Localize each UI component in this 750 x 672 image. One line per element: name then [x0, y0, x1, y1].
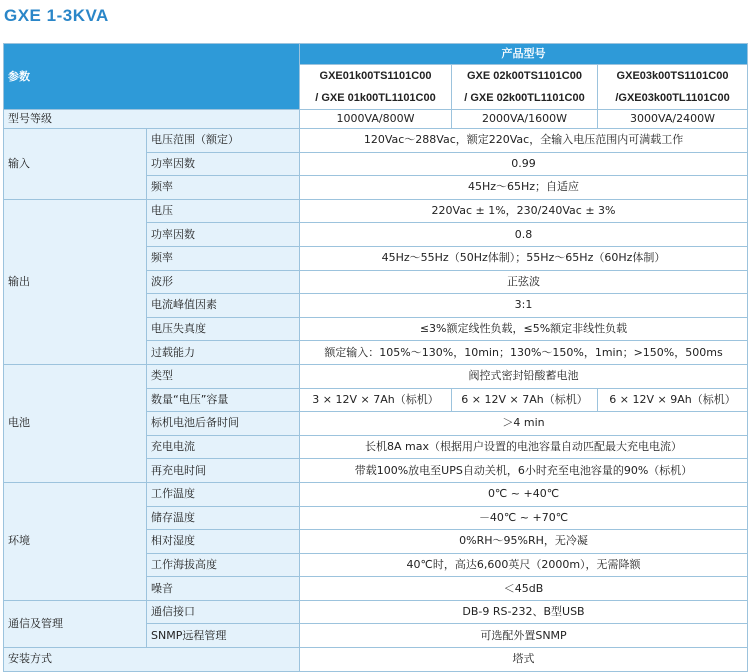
rating-2: 2000VA/1600W [452, 110, 598, 129]
battery-recharge-label: 再充电时间 [147, 459, 300, 483]
install-label: 安装方式 [4, 648, 300, 672]
output-voltage-label: 电压 [147, 199, 300, 223]
model-2-line-2: / GXE 02k00TL1101C00 [464, 92, 585, 104]
output-voltage-value: 220Vac ± 1%，230/240Vac ± 3% [300, 199, 748, 223]
battery-type-label: 类型 [147, 364, 300, 388]
category-comm: 通信及管理 [4, 600, 147, 647]
model-1-line-1: GXE01k00TS1101C00 [319, 70, 432, 82]
product-model-header: 产品型号 [300, 44, 748, 65]
env-noise-value: ＜45dB [300, 577, 748, 601]
output-overload-value: 额定输入：105%～130%，10min；130%～150%，1min；>150%，500ms [300, 341, 748, 365]
output-pf-value: 0.8 [300, 223, 748, 247]
output-crest-label: 电流峰值因素 [147, 294, 300, 318]
output-waveform-value: 正弦波 [300, 270, 748, 294]
model-2-line-1: GXE 02k00TS1101C00 [467, 70, 582, 82]
env-storage-label: 储存温度 [147, 506, 300, 530]
env-altitude-value: 40℃时，高达6,600英尺（2000m），无需降额 [300, 553, 748, 577]
model-1 [300, 65, 452, 110]
battery-charge-label: 充电电流 [147, 435, 300, 459]
battery-charge-value: 长机8A max（根据用户设置的电池容量自动匹配最大充电电流） [300, 435, 748, 459]
category-environment: 环境 [4, 482, 147, 600]
install-value: 塔式 [300, 648, 748, 672]
output-freq-label: 频率 [147, 246, 300, 270]
input-pf-value: 0.99 [300, 152, 748, 176]
output-pf-label: 功率因数 [147, 223, 300, 247]
env-altitude-label: 工作海拔高度 [147, 553, 300, 577]
input-voltage-label: 电压范围（额定） [147, 129, 300, 153]
category-battery: 电池 [4, 364, 147, 482]
env-humidity-label: 相对湿度 [147, 530, 300, 554]
model-3-line-1: GXE03k00TS1101C00 [616, 70, 729, 82]
battery-recharge-value: 带载100%放电至UPS自动关机，6小时充至电池容量的90%（标机） [300, 459, 748, 483]
rating-label: 型号等级 [4, 110, 300, 129]
env-noise-label: 噪音 [147, 577, 300, 601]
output-waveform-label: 波形 [147, 270, 300, 294]
model-3 [598, 65, 748, 110]
battery-count-2: 6 × 12V × 7Ah（标机） [452, 388, 598, 412]
output-distortion-label: 电压失真度 [147, 317, 300, 341]
output-overload-label: 过载能力 [147, 341, 300, 365]
rating-1: 1000VA/800W [300, 110, 452, 129]
category-output: 输出 [4, 199, 147, 364]
battery-count-1: 3 × 12V × 7Ah（标机） [300, 388, 452, 412]
input-voltage-value: 120Vac～288Vac，额定220Vac，全输入电压范围内可满载工作 [300, 129, 748, 153]
output-crest-value: 3:1 [300, 294, 748, 318]
env-optemp-label: 工作温度 [147, 482, 300, 506]
input-freq-value: 45Hz～65Hz；自适应 [300, 176, 748, 200]
spec-table [3, 43, 748, 672]
page-title: GXE 1-3KVA [4, 6, 109, 25]
comm-snmp-value: 可选配外置SNMP [300, 624, 748, 648]
output-distortion-value: ≤3%额定线性负载，≤5%额定非线性负载 [300, 317, 748, 341]
comm-port-label: 通信接口 [147, 600, 300, 624]
model-2 [452, 65, 598, 110]
model-3-line-2: /GXE03k00TL1101C00 [615, 92, 730, 104]
env-storage-value: －40℃ ~ +70℃ [300, 506, 748, 530]
input-pf-label: 功率因数 [147, 152, 300, 176]
param-header: 参数 [4, 44, 300, 110]
category-input: 输入 [4, 129, 147, 200]
battery-backup-value: ＞4 min [300, 412, 748, 436]
comm-snmp-label: SNMP远程管理 [147, 624, 300, 648]
model-1-line-2: / GXE 01k00TL1101C00 [315, 92, 436, 104]
env-humidity-value: 0%RH～95%RH，无冷凝 [300, 530, 748, 554]
comm-port-value: DB-9 RS-232、B型USB [300, 600, 748, 624]
rating-3: 3000VA/2400W [598, 110, 748, 129]
battery-backup-label: 标机电池后备时间 [147, 412, 300, 436]
battery-type-value: 阀控式密封铅酸蓄电池 [300, 364, 748, 388]
output-freq-value: 45Hz～55Hz（50Hz体制）；55Hz～65Hz（60Hz体制） [300, 246, 748, 270]
battery-count-3: 6 × 12V × 9Ah（标机） [598, 388, 748, 412]
battery-count-label: 数量“电压”容量 [147, 388, 300, 412]
env-optemp-value: 0℃ ~ +40℃ [300, 482, 748, 506]
input-freq-label: 频率 [147, 176, 300, 200]
